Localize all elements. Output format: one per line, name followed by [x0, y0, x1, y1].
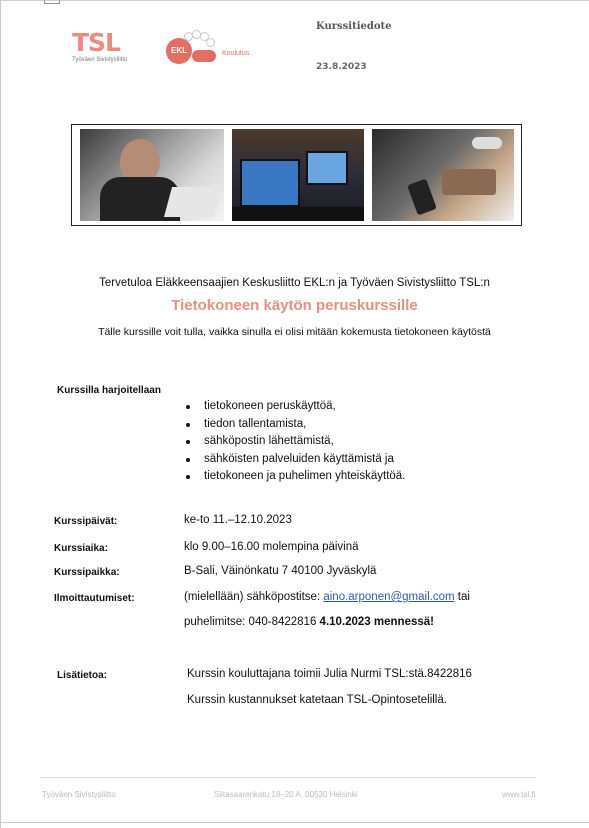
signup-email-line: (mielellään) sähköpostitse: aino.arponen@gmail.com tai	[184, 591, 470, 603]
signup-deadline: 4.10.2023 mennessä!	[319, 616, 434, 628]
course-title: Tietokoneen käytön peruskurssille	[171, 297, 418, 314]
more-info-label: Lisätietoa:	[57, 670, 108, 681]
photo-banner	[71, 124, 522, 226]
crop-mark	[44, 0, 60, 4]
signup-phone-line: puhelimitse: 040-8422816 4.10.2023 mennessä!	[184, 616, 434, 628]
place-value: B-Sali, Väinönkatu 7 40100 Jyväskylä	[184, 565, 377, 577]
practice-list	[186, 398, 405, 486]
bullet-icon	[186, 475, 190, 479]
tsl-logo	[72, 30, 127, 63]
document-type: Kurssitiedote	[316, 21, 392, 32]
ekl-logo-tag-icon	[192, 50, 216, 62]
footer-divider	[40, 777, 536, 778]
place-label: Kurssipaikka:	[54, 567, 120, 578]
intro-text: Tälle kurssille voit tulla, vaikka sinulla ei olisi mitään kokemusta tietokoneen käytöstä	[98, 326, 491, 338]
page-bottom-edge	[0, 822, 589, 823]
more-info-trainer: Kurssin kouluttajana toimii Julia Nurmi TSL:stä.8422816	[187, 668, 472, 680]
signup-email-link[interactable]: aino.arponen@gmail.com	[323, 591, 455, 603]
time-value: klo 9.00–16.00 molempina päivinä	[184, 541, 359, 553]
list-item: tietokoneen peruskäyttöä,	[186, 398, 405, 416]
bullet-icon	[186, 405, 190, 409]
days-value: ke-to 11.–12.10.2023	[184, 514, 292, 526]
time-label: Kurssiaika:	[54, 543, 108, 554]
list-item: sähköpostin lähettämistä,	[186, 433, 405, 451]
hands-phone-tablet-photo	[372, 129, 514, 221]
list-item: sähköisten palveluiden käyttämistä ja	[186, 451, 405, 469]
more-info-cost: Kurssin kustannukset katetaan TSL-Opintosetelillä.	[187, 694, 447, 706]
bullet-icon	[186, 423, 190, 427]
ekl-logo-circle: EKL	[166, 38, 192, 64]
list-item: tietokoneen ja puhelimen yhteiskäyttöä.	[186, 468, 405, 486]
signup-label: Ilmoittautumiset:	[54, 593, 135, 604]
ekl-logo	[166, 36, 266, 70]
list-item: tiedon tallentamista,	[186, 416, 405, 434]
footer-address: Siltasaarenkatu 18–20 A, 00530 Helsinki	[214, 790, 358, 799]
ekl-logo-sub: Koulutus	[222, 50, 250, 57]
bullet-icon	[186, 458, 190, 462]
days-label: Kurssipäivät:	[54, 516, 118, 527]
document-date: 23.8.2023	[316, 62, 367, 72]
computer-screens-photo	[232, 129, 364, 221]
practice-label: Kurssilla harjoitellaan	[57, 385, 161, 396]
footer-org: Työväen Sivistysliitto	[42, 790, 116, 799]
elderly-man-laptop-photo	[80, 129, 224, 221]
tsl-logo-subtitle: Työväen Sivistysliitto	[72, 57, 128, 63]
bullet-icon	[186, 440, 190, 444]
welcome-text: Tervetuloa Eläkkeensaajien Keskusliitto EKL:n ja Työväen Sivistysliitto TSL:n	[99, 277, 490, 289]
tsl-logo-text: TSL	[72, 28, 120, 57]
footer-website: www.tsl.fi	[502, 790, 536, 799]
